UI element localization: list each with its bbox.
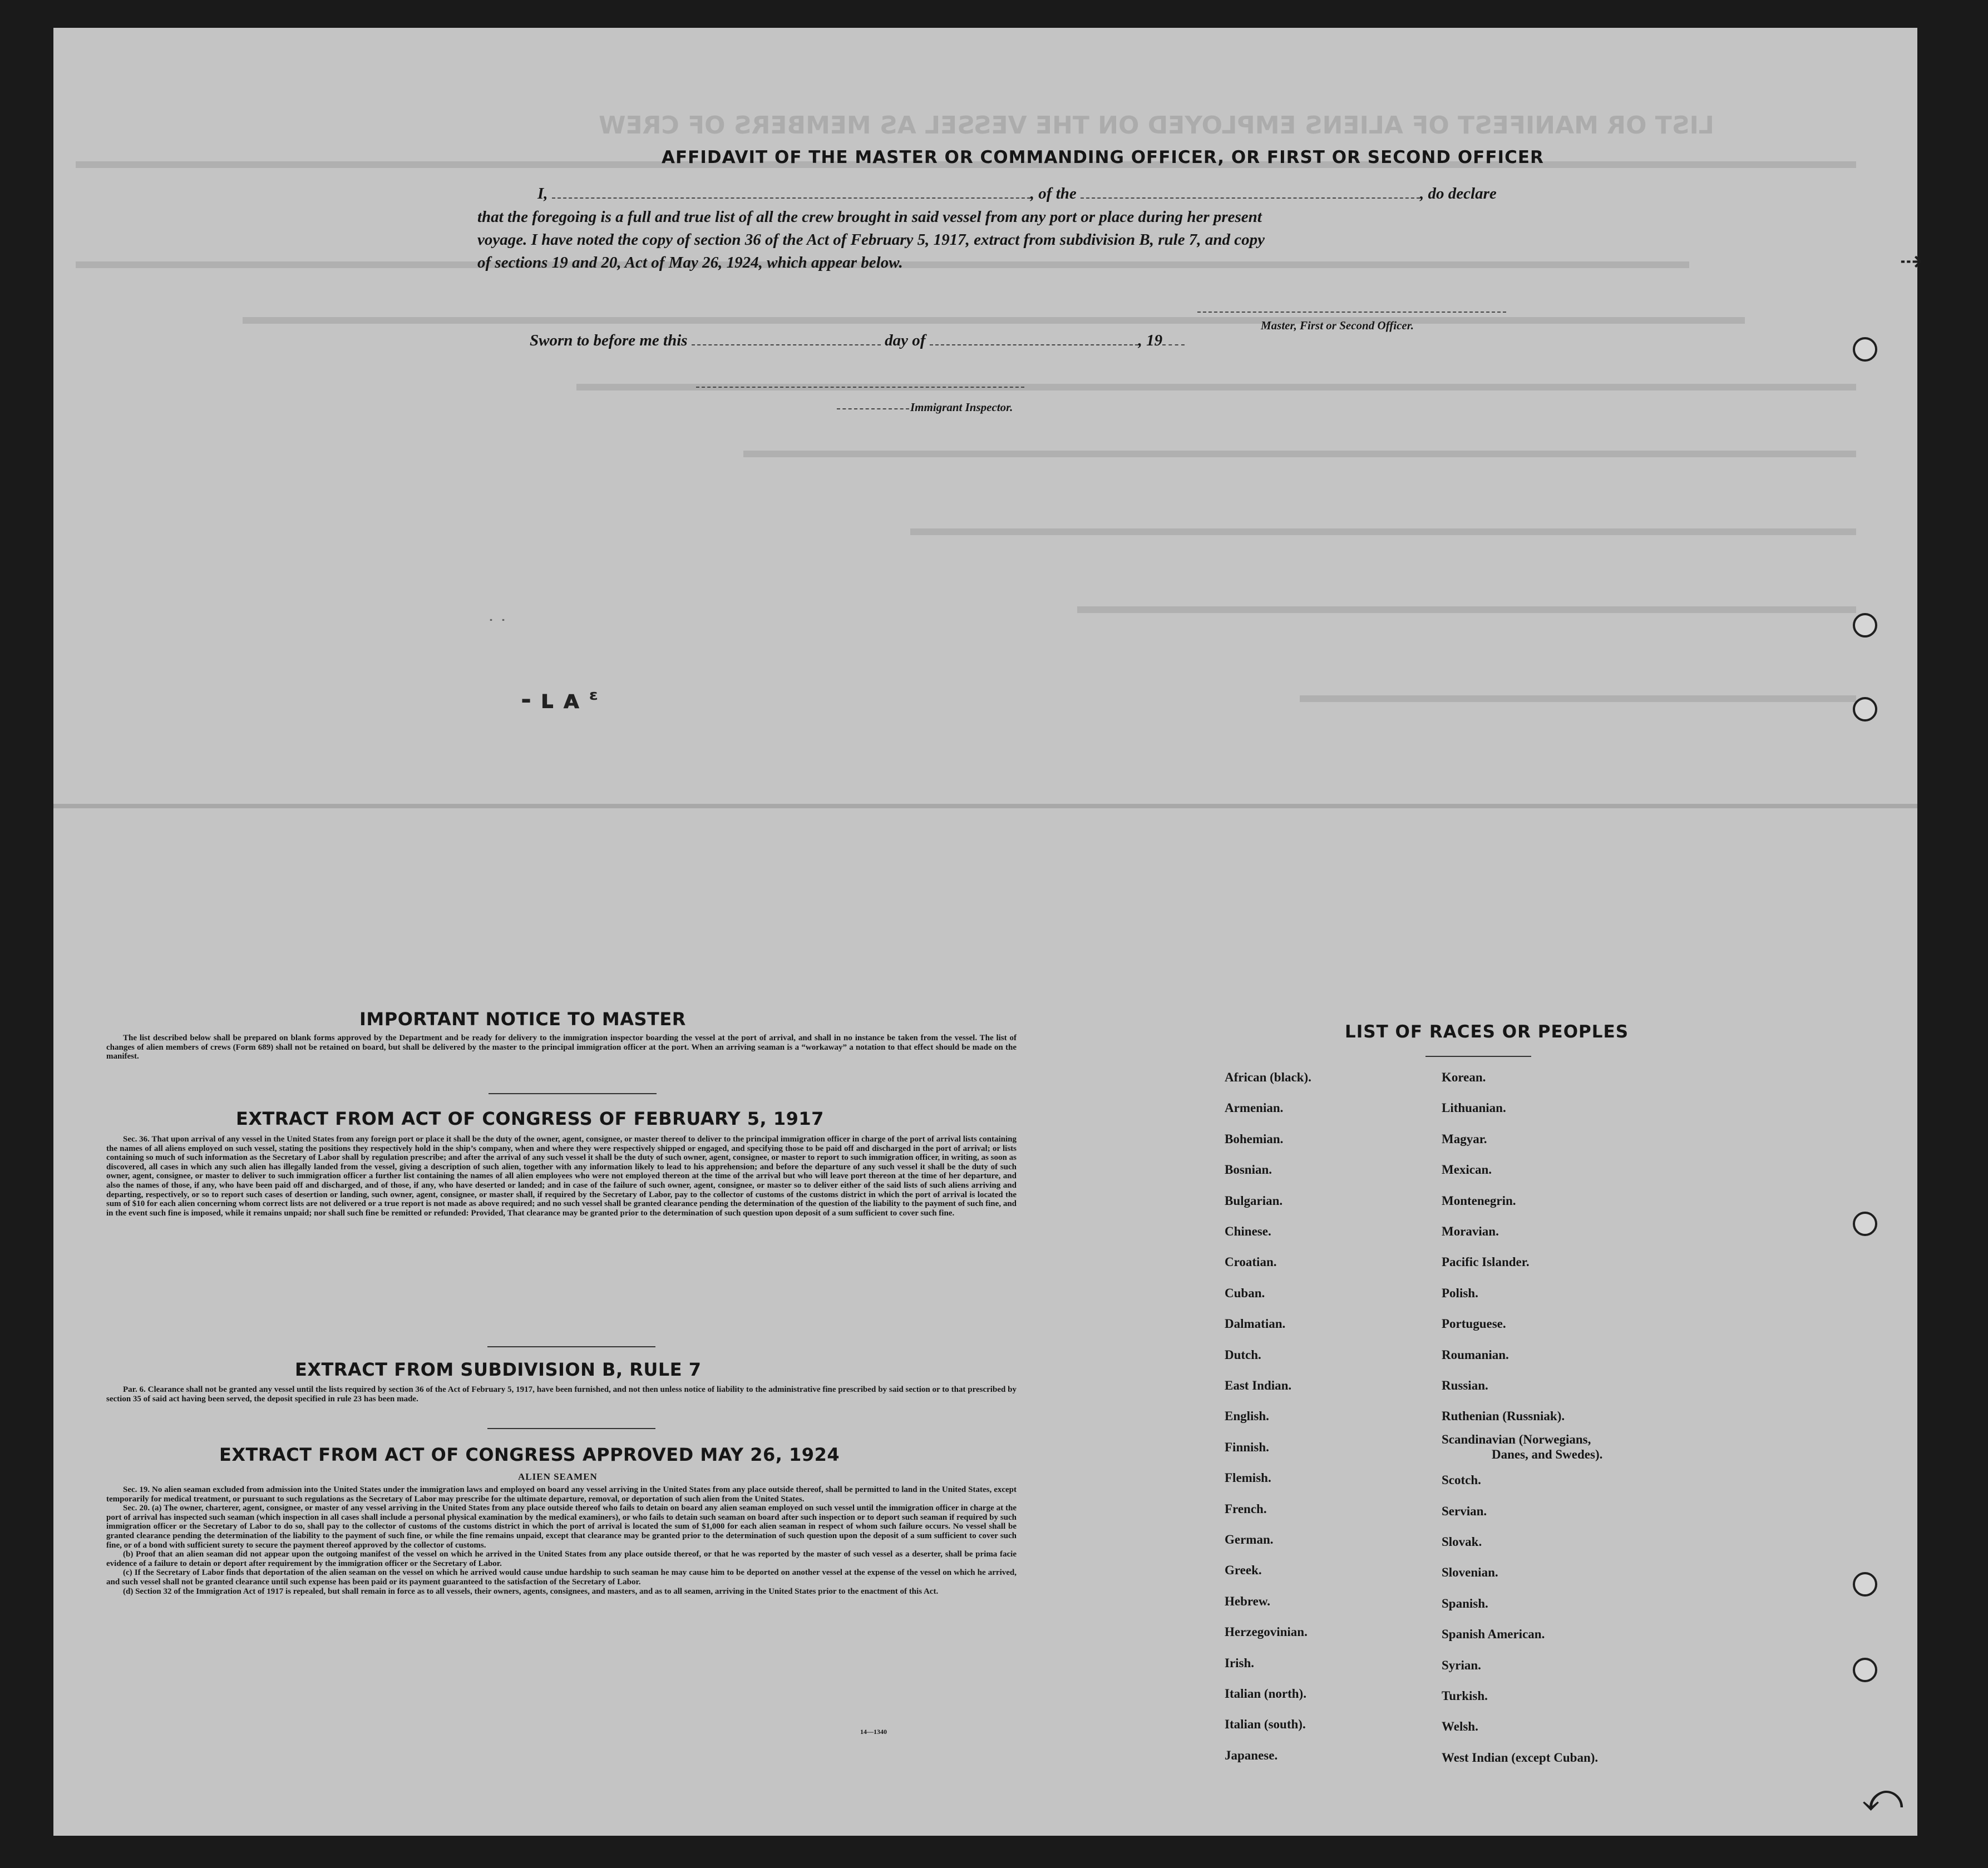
handwritten-mark: ‐ ʟ ᴀ ᵋ (521, 684, 599, 714)
divider (1425, 1056, 1531, 1057)
divider (489, 1093, 657, 1094)
extract-1917-title: EXTRACT FROM ACT OF CONGRESS OF FEBRUARY 5, 1917 (236, 1108, 824, 1129)
race-item: Herzegovinian. (1225, 1625, 1308, 1639)
page-fold (53, 804, 1917, 808)
race-item: Greek. (1225, 1563, 1262, 1577)
day-of-label: day of (885, 332, 926, 349)
divider (487, 1346, 655, 1347)
race-item: Montenegrin. (1442, 1194, 1516, 1208)
race-item: Ruthenian (Russniak). (1442, 1409, 1565, 1423)
notice-text: The list described below shall be prepared on blank forms approved by the Department and be ready for delivery to the immigration inspector boarding the vessel at the port of arrival, and shall in no instance be taken from the vessel. The list of changes of alien members of crews (Form 689) shall not be retained on board, but shall be delivered by the master to the principal immigration officer at the port. When an arriving seaman is a “workaway” a notation to that effect should be made on the manifest. (106, 1034, 1017, 1061)
sworn-month-blank[interactable] (930, 334, 1138, 345)
extract-1924-title: EXTRACT FROM ACT OF CONGRESS APPROVED MAY 26, 1924 (219, 1444, 840, 1465)
race-item: Slovak. (1442, 1535, 1482, 1549)
race-item: Spanish. (1442, 1597, 1488, 1610)
race-item: Scotch. (1442, 1473, 1481, 1487)
race-item: Portuguese. (1442, 1317, 1506, 1331)
race-item: Cuban. (1225, 1286, 1265, 1300)
binder-hole (1853, 697, 1877, 721)
inspector-signature-line[interactable] (696, 387, 1024, 388)
bleed-through (76, 72, 1890, 773)
affidavit-line-2: that the foregoing is a full and true list of all the crew brought in said vessel from any port or place during her present (477, 208, 1262, 226)
race-item: French. (1225, 1502, 1267, 1516)
sec-20a-text: Sec. 20. (a) The owner, charterer, agent, consignee, or master of any vessel arriving in the United States from any place outside thereof who fails to detain on board any alien seaman employed on such vessel until the immigration officer in charge at the port of arrival has inspected such seaman (which inspection in all cases shall include a personal physical examination by the medical examiners), or who fails to detain such seaman on board after such inspection or to deport such seaman if required by such immigration officer or the Secretary of Labor to do so, shall pay to the collector of customs of the customs district in which the port of arrival is located the sum of $1,000 for each alien seaman in respect of whom such failure occurs. No vessel shall be granted clearance pending the determination of the liability to the payment of such fine, or while the fine remains unpaid, except that clearance may be granted prior to the determination of such question upon the deposit of a sum sufficient to cover such fine, or of a bond with sufficient surety to secure the payment thereof approved by the collector of customs. (106, 1504, 1017, 1550)
affidavit-line-3: voyage. I have noted the copy of section 36 of the Act of February 5, 1917, extract from subdivision B, rule 7, and copy (477, 231, 1265, 249)
affidavit-of-the: , of the (1030, 185, 1077, 202)
race-item: Flemish. (1225, 1471, 1271, 1485)
race-item: Pacific Islander. (1442, 1255, 1530, 1269)
sec-20c-text: (c) If the Secretary of Labor finds that deportation of the alien seaman on the vessel on which he arrived would cause undue hardship to such seaman he may cause him to be deported on another vessel at the expense of the vessel on which he arrived, and such vessel shall not be granted clearance until such expense has been paid or its payment guaranteed to the satisfaction of the Secretary of Labor. (106, 1568, 1017, 1587)
affidavit-line-1 (537, 185, 1497, 203)
binder-hole (1853, 1212, 1877, 1236)
race-item: Hebrew. (1225, 1594, 1270, 1608)
affidavit-line-4: of sections 19 and 20, Act of May 26, 1924, which appear below. (477, 254, 903, 271)
race-item: Roumanian. (1442, 1348, 1509, 1362)
race-item: Croatian. (1225, 1255, 1277, 1269)
race-item: Chinese. (1225, 1224, 1271, 1238)
extract-1924-subtitle: ALIEN SEAMEN (518, 1471, 598, 1482)
stray-mark: ˙ ˙ (487, 617, 507, 634)
vessel-blank[interactable] (1081, 187, 1420, 199)
race-item: Lithuanian. (1442, 1101, 1506, 1115)
year-label: , 19 (1138, 332, 1163, 349)
race-item: German. (1225, 1533, 1274, 1546)
notice-body (106, 1034, 1017, 1061)
race-item: West Indian (except Cuban). (1442, 1751, 1599, 1765)
races-title: LIST OF RACES OR PEOPLES (1345, 1022, 1629, 1042)
race-item: African (black). (1225, 1070, 1311, 1084)
bleed-through-title: LIST OR MANIFEST OF ALIENS EMPLOYED ON THE VESSEL AS MEMBERS OF CREW (599, 111, 1714, 140)
pen-mark-check: ⤺ (1862, 1775, 1903, 1820)
race-item: Turkish. (1442, 1689, 1488, 1703)
inspector-caption-lead (837, 408, 909, 409)
race-item: Welsh. (1442, 1719, 1478, 1733)
race-item: Korean. (1442, 1070, 1486, 1084)
pen-mark-arrow: ⇢ (1900, 245, 1923, 277)
race-item: East Indian. (1225, 1378, 1292, 1392)
sec-19-text: Sec. 19. No alien seaman excluded from admission into the United States under the immigration laws and employed on board any vessel arriving in the United States from any place outside thereof, shall be permitted to land in the United States, except temporarily for medical treatment, or pursuant to such regulations as the Secretary of Labor may prescribe for the ultimate departure, removal, or deportation of such alien from the United States. (106, 1485, 1017, 1504)
inspector-caption: Immigrant Inspector. (910, 401, 1013, 414)
extract-rule7-text: Par. 6. Clearance shall not be granted any vessel until the lists required by section 36 of the Act of February 5, 1917, have been furnished, and not then unless notice of liability to the administrative fine prescribed by said section or to that prescribed by section 35 of said act having been served, the deposit specified in rule 23 has been made. (106, 1385, 1017, 1404)
form-number: 14—1340 (860, 1728, 887, 1736)
master-caption: Master, First or Second Officer. (1261, 319, 1414, 332)
affidavit-i: I, (537, 185, 548, 202)
sec-20b-text: (b) Proof that an alien seaman did not appear upon the outgoing manifest of the vessel on which he arrived in the United States from any place outside thereof, or that he was reported by the master of such vessel as a deserter, shall be prima facie evidence of a failure to detain or deport after requirement by the immigration officer or the Secretary of Labor. (106, 1550, 1017, 1568)
race-item: Japanese. (1225, 1748, 1278, 1762)
race-item: Armenian. (1225, 1101, 1284, 1115)
extract-rule7-title: EXTRACT FROM SUBDIVISION B, RULE 7 (295, 1359, 702, 1380)
extract-1917-body (106, 1135, 1017, 1218)
race-item: Finnish. (1225, 1440, 1269, 1454)
race-item: Syrian. (1442, 1658, 1481, 1672)
race-item: Mexican. (1442, 1163, 1492, 1177)
race-item: Russian. (1442, 1378, 1488, 1392)
affidavit-declare: , do declare (1420, 185, 1497, 202)
race-item: Slovenian. (1442, 1565, 1498, 1579)
year-blank[interactable] (1162, 334, 1185, 345)
race-item: Moravian. (1442, 1224, 1499, 1238)
race-item: Servian. (1442, 1504, 1487, 1518)
master-signature-line[interactable] (1197, 312, 1506, 313)
affidavit-title: AFFIDAVIT OF THE MASTER OR COMMANDING OFFICER, OR FIRST OR SECOND OFFICER (662, 147, 1544, 167)
race-item: Italian (south). (1225, 1717, 1306, 1731)
binder-hole (1853, 1658, 1877, 1682)
race-item: Magyar. (1442, 1132, 1487, 1146)
binder-hole (1853, 613, 1877, 638)
race-item: Scandinavian (Norwegians, Danes, and Swedes). (1442, 1432, 1603, 1461)
race-item: Dalmatian. (1225, 1317, 1286, 1331)
race-item: Italian (north). (1225, 1687, 1306, 1701)
race-item: Polish. (1442, 1286, 1478, 1300)
race-item: Bohemian. (1225, 1132, 1284, 1146)
sworn-day-blank[interactable] (692, 334, 881, 345)
binder-hole (1853, 1572, 1877, 1597)
extract-1917-text: Sec. 36. That upon arrival of any vessel in the United States from any foreign port or place it shall be the duty of the owner, agent, consignee, or master thereof to deliver to the principal immigration officer in charge of the port of arrival lists containing the names of all aliens employed on such vessel, stating the positions they respectively hold in the ship’s company, when and where they were respectively shipped or engaged, and specifying those to be paid off and discharged in the port of arrival; or lists containing so much of such information as the Secretary of Labor shall by regulation prescribe; and after the arrival of any such vessel it shall be the duty of such owner, agent, consignee, or master to report to such immigration officer, in writing, as soon as discovered, all cases in which any such alien has illegally landed from the vessel, giving a description of such alien, together with any information likely to lead to his apprehension; and before the departure of any such vessel it shall be the duty of such owner, agent, consignee, or master to deliver to such immigration officer a further list containing the names of all alien employees who were not employed thereon at the time of the arrival but who will leave port thereon at the time of her departure, and also the names of those, if any, who have been paid off and discharged, and of those, if any, who have deserted or landed; and in case of the failure of such owner, agent, consignee, or master so to deliver either of the said lists of such aliens arriving and departing, respectively, or so to report such cases of desertion or landing, such owner, agent, consignee, or master shall, if required by the Secretary of Labor, pay to the collector of customs of the customs district in which the port of arrival is located the sum of $10 for each alien concerning whom correct lists are not delivered or a true report is not made as above required; and no such vessel shall be granted clearance pending the determination of the question of the liability to the payment of such fine, and in the event such fine is imposed, while it remains unpaid; nor shall such fine be remitted or refunded: Provided, That clearance may be granted prior to the determination of such question upon deposit of a sum sufficient to cover such fine. (106, 1135, 1017, 1218)
notice-title: IMPORTANT NOTICE TO MASTER (359, 1009, 686, 1030)
race-item: Bosnian. (1225, 1163, 1272, 1177)
race-item: Bulgarian. (1225, 1194, 1283, 1208)
extract-rule7-body (106, 1385, 1017, 1404)
sworn-label: Sworn to before me this (530, 332, 688, 349)
sworn-line (530, 332, 1185, 350)
document-page (53, 28, 1923, 1836)
race-item: Irish. (1225, 1656, 1255, 1670)
extract-1924-body (106, 1485, 1017, 1596)
race-item: English. (1225, 1409, 1269, 1423)
race-item: Dutch. (1225, 1348, 1261, 1362)
sec-20d-text: (d) Section 32 of the Immigration Act of 1917 is repealed, but shall remain in force as to all vessels, their owners, agents, consignees, and masters, and as to all seamen, arriving in the United States prior to the enactment of this Act. (123, 1587, 939, 1596)
race-item: Spanish American. (1442, 1627, 1545, 1641)
divider (487, 1428, 655, 1429)
binder-hole (1853, 337, 1877, 362)
name-blank[interactable] (552, 187, 1030, 199)
